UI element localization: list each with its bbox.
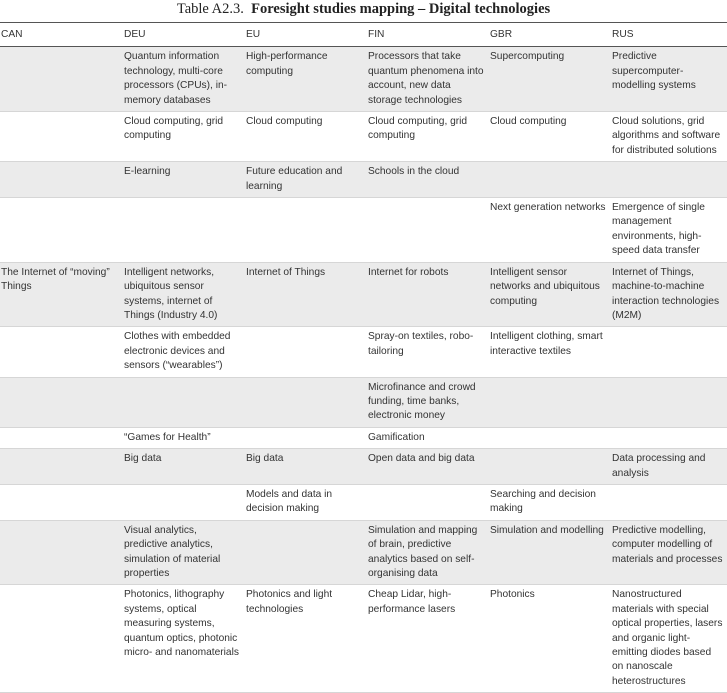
table-cell: E-learning [122,162,244,198]
table-cell: Big data [122,449,244,485]
table-cell: Predictive modelling, computer modelling of materials and processes [610,520,727,585]
table-cell [0,162,122,198]
table-cell [122,198,244,263]
table-cell: Models and data in decision making [244,484,366,520]
table-cell: Cheap Lidar, high-performance lasers [366,585,488,693]
table-cell: Photonics, lithography systems, optical measuring systems, quantum optics, photonic micro- and nanomaterials [122,585,244,693]
table-cell [0,520,122,585]
table-cell [366,198,488,263]
table-cell [244,198,366,263]
table-cell [366,484,488,520]
table-cell: Emergence of single management environments, high-speed data transfer [610,198,727,263]
table-cell [0,47,122,112]
table-cell [488,162,610,198]
header-row [0,23,727,47]
column-header-rus: RUS [610,23,727,47]
table-cell [610,427,727,448]
table-title-text: Foresight studies mapping – Digital technologies [251,1,551,17]
table-cell [610,327,727,377]
table-cell [610,484,727,520]
table-cell: Visual analytics, predictive analytics, simulation of material properties [122,520,244,585]
table-cell [488,449,610,485]
table-row [0,449,727,485]
table-cell: “Games for Health” [122,427,244,448]
table-cell: Cloud computing, grid computing [366,112,488,162]
table-row [0,262,727,327]
table-cell [0,449,122,485]
table-cell: Searching and decision making [488,484,610,520]
table-cell: Intelligent networks, ubiquitous sensor systems, internet of Things (Industry 4.0) [122,262,244,327]
table-cell: Next generation networks [488,198,610,263]
table-cell [488,377,610,427]
table-cell: Internet of Things [244,262,366,327]
table-cell: Internet of Things, machine-to-machine interaction technologies (M2M) [610,262,727,327]
table-cell [0,484,122,520]
table-row [0,484,727,520]
table-row [0,327,727,377]
column-header-deu: DEU [122,23,244,47]
table-cell [488,427,610,448]
table-cell [0,327,122,377]
table-cell: Quantum information technology, multi-core processors (CPUs), in-memory databases [122,47,244,112]
table-cell: Future education and learning [244,162,366,198]
table-cell: Intelligent clothing, smart interactive textiles [488,327,610,377]
table-cell: Supercomputing [488,47,610,112]
column-header-eu: EU [244,23,366,47]
table-cell: The Internet of “moving” Things [0,262,122,327]
table-row [0,162,727,198]
table-title [0,0,727,22]
table-cell: Intelligent sensor networks and ubiquitous computing [488,262,610,327]
foresight-table [0,22,727,693]
table-cell: High-performance computing [244,47,366,112]
table-cell: Photonics [488,585,610,693]
table-cell: Simulation and modelling [488,520,610,585]
table-cell: Simulation and mapping of brain, predictive analytics based on self-organising data [366,520,488,585]
table-cell: Cloud solutions, grid algorithms and software for distributed solutions [610,112,727,162]
table-cell: Cloud computing [488,112,610,162]
table-cell: Predictive supercomputer-modelling systems [610,47,727,112]
table-cell: Gamification [366,427,488,448]
table-cell [244,327,366,377]
table-cell [0,377,122,427]
table-cell [122,377,244,427]
table-cell: Cloud computing, grid computing [122,112,244,162]
table-number: Table A2.3. [176,1,244,17]
table-cell: Nanostructured materials with special optical properties, lasers and organic light-emitting diodes based on nanoscale heterostructures [610,585,727,693]
table-cell [610,162,727,198]
table-cell [0,427,122,448]
table-row [0,112,727,162]
column-header-fin: FIN [366,23,488,47]
table-cell [122,484,244,520]
table-cell: Spray-on textiles, robo-tailoring [366,327,488,377]
table-cell: Data processing and analysis [610,449,727,485]
column-header-gbr: GBR [488,23,610,47]
table-cell: Open data and big data [366,449,488,485]
table-cell [610,377,727,427]
table-row [0,427,727,448]
column-header-can: CAN [0,23,122,47]
table-row [0,47,727,112]
table-cell [0,112,122,162]
table-cell [0,198,122,263]
table-cell: Cloud computing [244,112,366,162]
table-row [0,585,727,693]
table-cell [244,377,366,427]
table-cell [244,427,366,448]
table-cell: Clothes with embedded electronic devices and sensors (“wearables”) [122,327,244,377]
table-cell: Big data [244,449,366,485]
table-cell [0,585,122,693]
table-cell: Internet for robots [366,262,488,327]
table-row [0,520,727,585]
table-cell: Microfinance and crowd funding, time banks, electronic money [366,377,488,427]
table-cell: Schools in the cloud [366,162,488,198]
table-row [0,377,727,427]
table-cell: Photonics and light technologies [244,585,366,693]
table-cell [244,520,366,585]
table-cell: Processors that take quantum phenomena into account, new data storage technologies [366,47,488,112]
table-row [0,198,727,263]
